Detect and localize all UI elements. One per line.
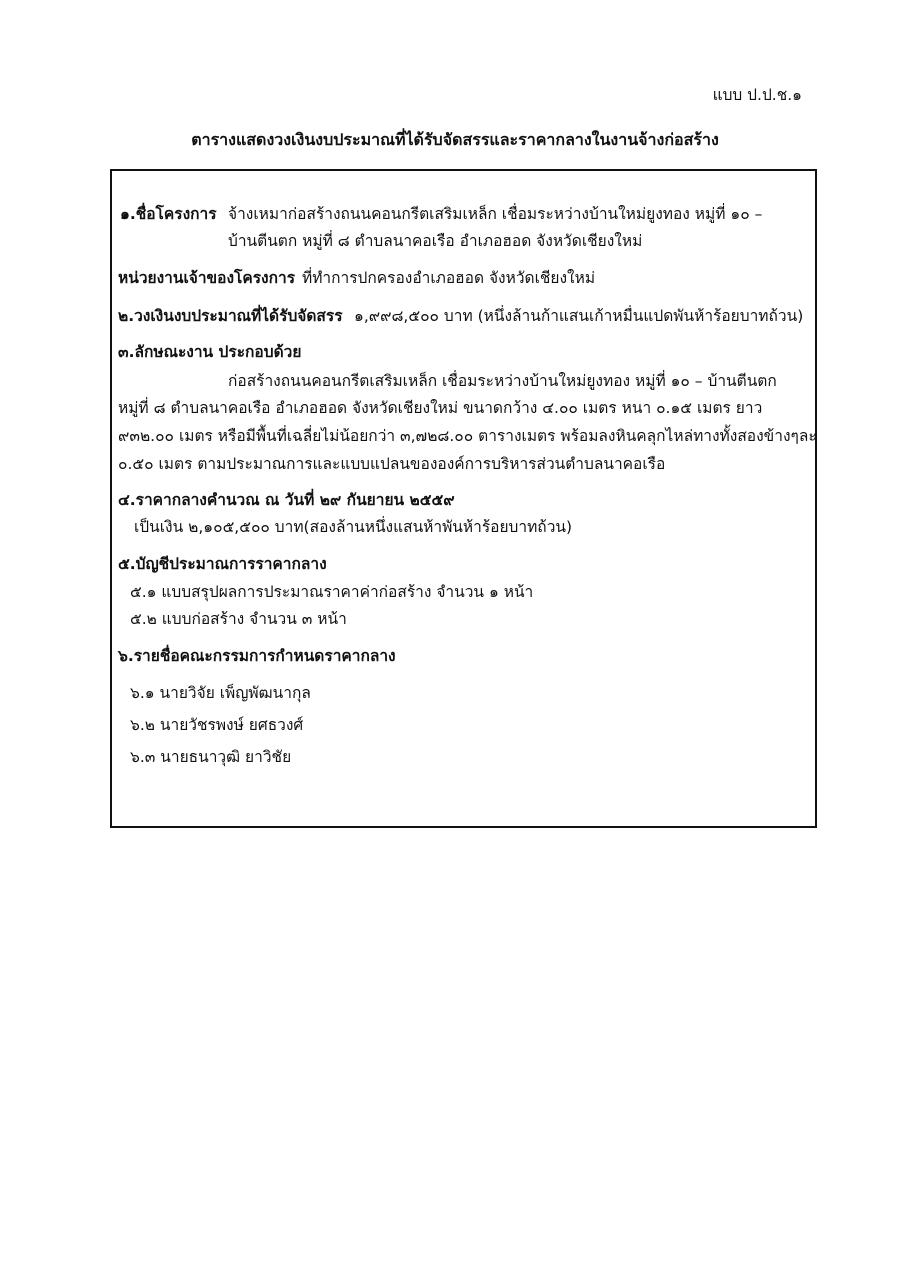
- owner-value: ที่ทำการปกครองอำเภอฮอด จังหวัดเชียงใหม่: [302, 269, 596, 287]
- estimate-item: ๕.๑ แบบสรุปผลการประมาณราคาค่าก่อสร้าง จำนวน ๑ หน้า: [130, 583, 534, 601]
- committee-member: ๖.๒ นายวัชรพงษ์ ยศธวงศ์: [130, 716, 304, 734]
- median-price-label: ๔.ราคากลางคำนวณ ณ วันที่ ๒๙ กันยายน ๒๕๕๙: [118, 491, 455, 509]
- committee-label: ๖.รายชื่อคณะกรรมการกำหนดราคากลาง: [118, 647, 396, 665]
- project-name-line-2: บ้านตีนตก หมู่ที่ ๘ ตำบลนาคอเรือ อำเภอฮอด จังหวัดเชียงใหม่: [228, 232, 643, 250]
- estimates-label: ๕.บัญชีประมาณการราคากลาง: [118, 555, 327, 573]
- estimate-item: ๕.๒ แบบก่อสร้าง จำนวน ๓ หน้า: [130, 610, 347, 628]
- content-frame: [110, 169, 817, 828]
- work-line-2: หมู่ที่ ๘ ตำบลนาคอเรือ อำเภอฮอด จังหวัดเชียงใหม่ ขนาดกว้าง ๔.๐๐ เมตร หนา ๐.๑๕ เมตร ยาว: [118, 399, 763, 417]
- budget-label: ๒.วงเงินงบประมาณที่ได้รับจัดสรร: [118, 307, 343, 325]
- form-code: แบบ ป.ป.ช.๑: [712, 86, 802, 104]
- budget-value: ๑,๙๙๘,๕๐๐ บาท (หนึ่งล้านก้าแสนเก้าหมื่นแปดพันห้าร้อยบาทถ้วน): [354, 307, 804, 325]
- work-line-1: ก่อสร้างถนนคอนกรีตเสริมเหล็ก เชื่อมระหว่างบ้านใหม่ยูงทอง หมู่ที่ ๑๐ – บ้านตีนตก: [228, 372, 777, 390]
- owner-label: หน่วยงานเจ้าของโครงการ: [118, 269, 296, 287]
- committee-member: ๖.๓ นายธนาวุฒิ ยาวิชัย: [130, 748, 292, 766]
- work-line-4: ๐.๕๐ เมตร ตามประมาณการและแบบแปลนขององค์การบริหารส่วนตำบลนาคอเรือ: [118, 455, 666, 473]
- work-label: ๓.ลักษณะงาน ประกอบด้วย: [118, 343, 302, 361]
- work-line-3: ๙๓๒.๐๐ เมตร หรือมีพื้นที่เฉลี่ยไม่น้อยกว่า ๓,๗๒๘.๐๐ ตารางเมตร พร้อมลงหินคลุกไหล่ทางทั้งสองข้างๆละ: [118, 427, 817, 445]
- median-price-value: เป็นเงิน ๒,๑๐๕,๕๐๐ บาท(สองล้านหนึ่งแสนห้าพันห้าร้อยบาทถ้วน): [134, 518, 573, 536]
- project-label: ๑.ชื่อโครงการ: [120, 205, 217, 223]
- project-name-line-1: จ้างเหมาก่อสร้างถนนคอนกรีตเสริมเหล็ก เชื่อมระหว่างบ้านใหม่ยูงทอง หมู่ที่ ๑๐ –: [228, 205, 763, 223]
- committee-member: ๖.๑ นายวิจัย เพ็ญพัฒนากุล: [130, 684, 311, 702]
- document-title: ตารางแสดงวงเงินงบประมาณที่ได้รับจัดสรรและราคากลางในงานจ้างก่อสร้าง: [191, 130, 719, 149]
